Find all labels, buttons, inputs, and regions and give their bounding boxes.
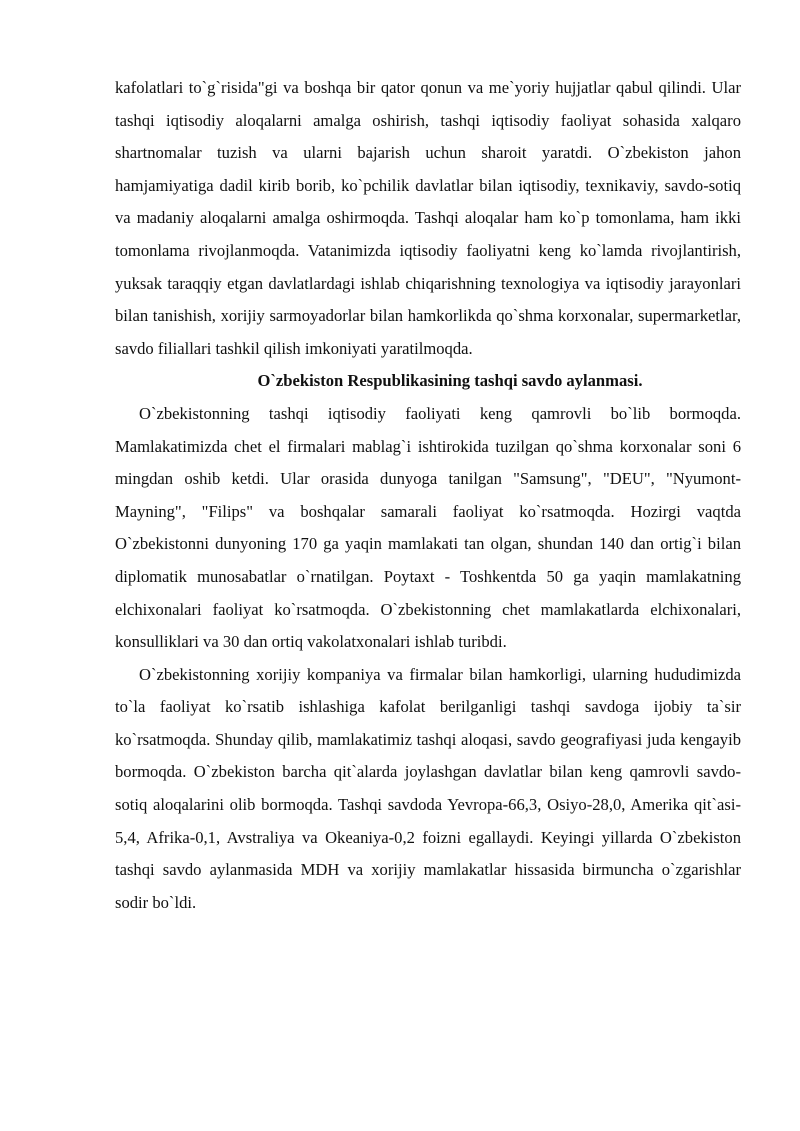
paragraph-1: kafolatlari to`g`risida"gi va boshqa bir qator qonun va me`yoriy hujjatlar qabul qilindi. Ular tashqi iqtisodiy aloqalarni amalga oshirish, tashqi iqtisodiy faoliyat sohasida xalqaro shartnomalar tuzish va ularni bajarish uchun sharoit yaratdi. O`zbekiston jahon hamjamiyatiga dadil kirib borib, ko`pchilik davlatlar bilan iqtisodiy, texnikaviy, savdo-sotiq va madaniy aloqalarni amalga oshirmoqda. Tashqi aloqalar ham ko`p tomonlama, ham ikki tomonlama rivojlanmoqda. Vatanimizda iqtisodiy faoliyatni keng ko`lamda rivojlantirish, yuksak taraqqiy etgan davlatlardagi ishlab chiqarishning texnologiya va iqtisodiy jarayonlari bilan tanishish, xorijiy sarmoyadorlar bilan hamkorlikda qo`shma korxonalar, supermarketlar, savdo filiallari tashkil qilish imkoniyati yaratilmoqda. <box>115 78 741 358</box>
document-page <box>115 72 741 919</box>
section-heading: O`zbekiston Respublikasining tashqi savdo aylanmasi. <box>257 371 643 391</box>
paragraph-2: O`zbekistonning tashqi iqtisodiy faoliyati keng qamrovli bo`lib bormoqda. Mamlakatimizda chet el firmalari mablag`i ishtirokida tuzilgan qo`shma korxonalar soni 6 mingdan oshib ketdi. Ular orasida dunyoga tanilgan "Samsung", "DEU", "Nyumont-Mayning", "Filips" va boshqalar samarali faoliyat ko`rsatmoqda. Hozirgi vaqtda O`zbekistonni dunyoning 170 ga yaqin mamlakati tan olgan, shundan 140 dan ortig`i bilan diplomatik munosabatlar o`rnatilgan. Poytaxt - Toshkentda 50 ga yaqin mamlakatning elchixonalari faoliyat ko`rsatmoqda. O`zbekistonning chet mamlakatlarda elchixonalari, konsulliklari va 30 dan ortiq vakolatxonalari ishlab turibdi. <box>115 403 741 652</box>
paragraph-3: O`zbekistonning xorijiy kompaniya va firmalar bilan hamkorligi, ularning hududimizda to`la faoliyat ko`rsatib ishlashiga kafolat berilganligi tashqi savdoga ijobiy ta`sir ko`rsatmoqda. Shunday qilib, mamlakatimiz tashqi aloqasi, savdo geografiyasi juda kengayib bormoqda. O`zbekiston barcha qit`alarda joylashgan davlatlar bilan keng qamrovli savdo-sotiq aloqalarini olib bormoqda. Tashqi savdoda Yevropa-66,3, Osiyo-28,0, Amerika qit`asi-5,4, Afrika-0,1, Avstraliya va Okeaniya-0,2 foizni egallaydi. Keyingi yillarda O`zbekiston tashqi savdo aylanmasida MDH va xorijiy mamlakatlar hissasida birmuncha o`zgarishlar sodir bo`ldi. <box>115 664 741 912</box>
